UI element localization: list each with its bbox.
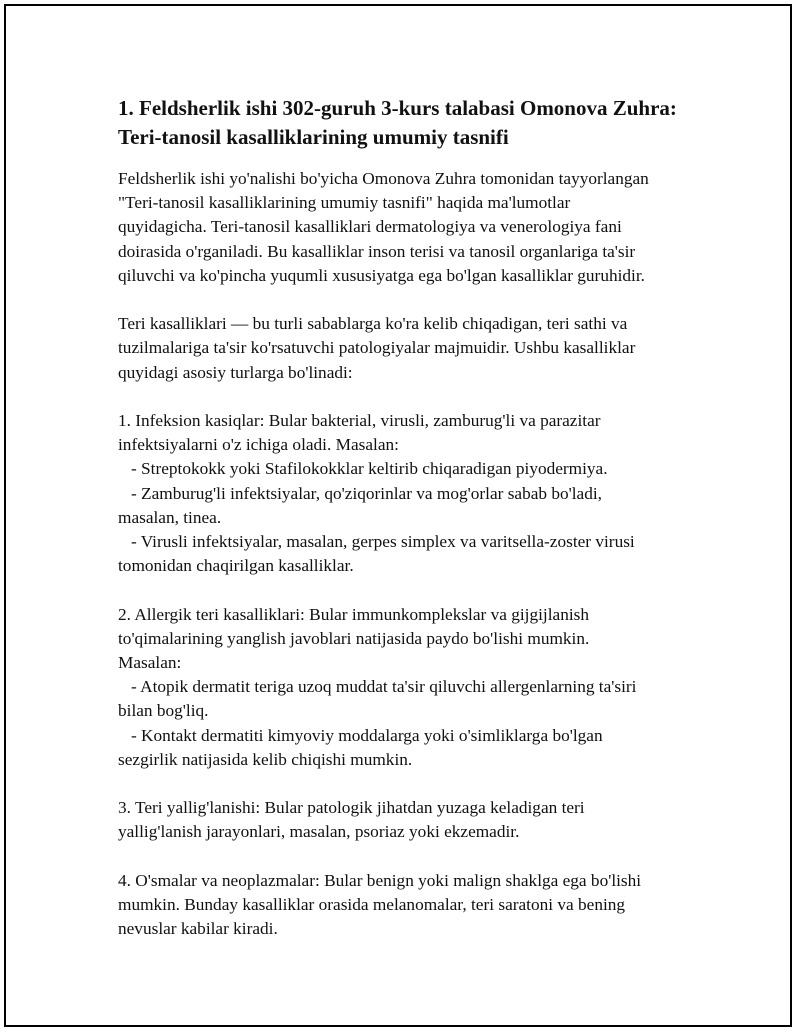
document-content [118, 94, 698, 942]
document-body: Feldsherlik ishi yo'nalishi bo'yicha Omonova Zuhra tomonidan tayyorlangan "Teri-tanosil kasalliklarining umumiy tasnifi" haqida ma'lumotlar quyidagicha. Teri-tanosil kasalliklari dermatologiya va venerologiya fani doirasida o'rganiladi. Bu kasalliklar inson terisi va tanosil organlariga ta'sir qiluvchi va ko'pincha yuqumli xususiyatga ega bo'lgan kasalliklar guruhidir. Teri kasalliklari — bu turli sabablarga ko'ra kelib chiqadigan, teri sathi va tuzilmalariga ta'sir ko'rsatuvchi patologiyalar majmuidir. Ushbu kasalliklar quyidagi asosiy turlarga bo'linadi: 1. Infeksion kasiqlar: Bular bakterial, virusli, zamburug'li va parazitar infektsiyalarni o'z ichiga oladi. Masalan: - Streptokokk yoki Stafilokokklar keltirib chiqaradigan piyodermiya. - Zamburug'li infektsiyalar, qo'ziqorinlar va mog'orlar sabab bo'ladi, masalan, tinea. - Virusli infektsiyalar, masalan, gerpes simplex va varitsella-zoster virusi tomonidan chaqirilgan kasalliklar. 2. Allergik teri kasalliklari: Bular immunkomplekslar va gijgijlanish to'qimalarining yanglish javoblari natijasida paydo bo'lishi mumkin. Masalan: - Atopik dermatit teriga uzoq muddat ta'sir qiluvchi allergenlarning ta'siri bilan bog'liq. - Kontakt dermatiti kimyoviy moddalarga yoki o'simliklarga bo'lgan sezgirlik natijasida kelib chiqishi mumkin. 3. Teri yallig'lanishi: Bular patologik jihatdan yuzaga keladigan teri yallig'lanish jarayonlari, masalan, psoriaz yoki ekzemadir. 4. O'smalar va neoplazmalar: Bular benign yoki malign shaklga ega bo'lishi mumkin. Bunday kasalliklar orasida melanomalar, teri saratoni va bening nevuslar kabilar kiradi. [118, 169, 649, 939]
document-title: 1. Feldsherlik ishi 302-guruh 3-kurs talabasi Omonova Zuhra: Teri-tanosil kasalliklarining umumiy tasnifi [118, 96, 677, 149]
